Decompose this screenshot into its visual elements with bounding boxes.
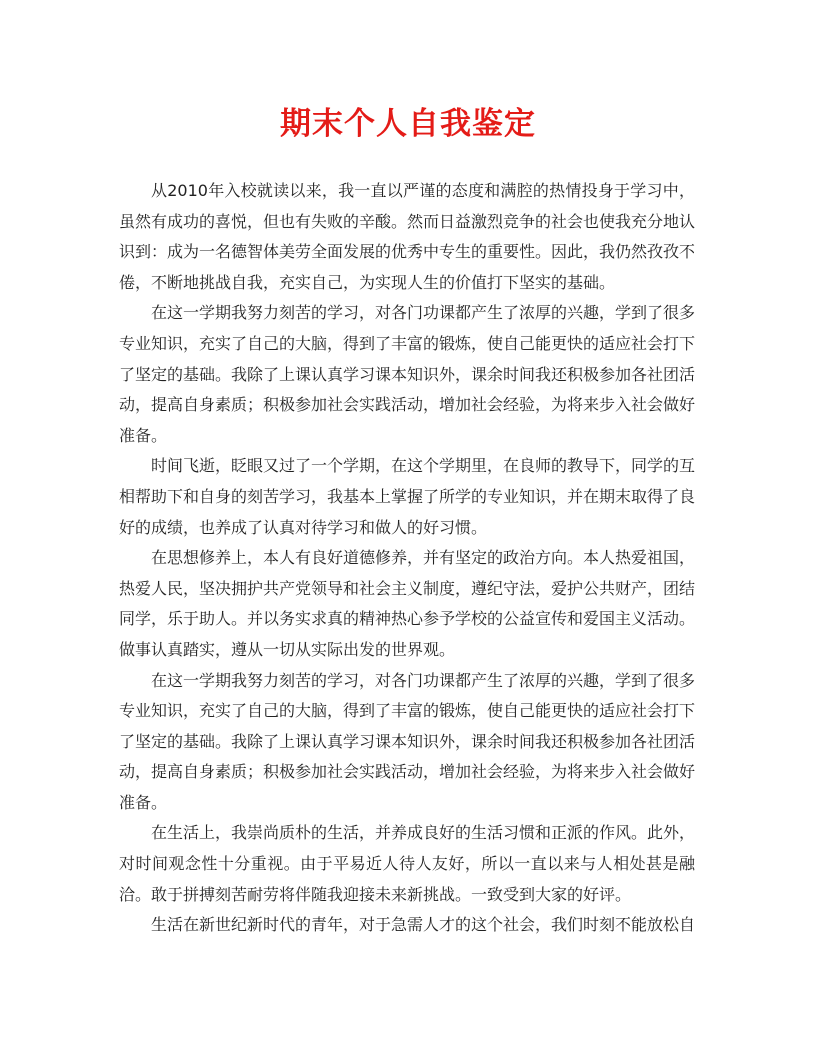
paragraph-3: 时间飞逝，眨眼又过了一个学期，在这个学期里，在良师的教导下，同学的互相帮助下和自身的刻苦学习，我基本上掌握了所学的专业知识，并在期末取得了良好的成绩，也养成了认真对待学习和做人的好习惯。	[119, 456, 696, 537]
document-body	[119, 176, 695, 941]
paragraph-4: 在思想修养上，本人有良好道德修养，并有坚定的政治方向。本人热爱祖国，热爱人民，坚决拥护共产党领导和社会主义制度，遵纪守法，爱护公共财产，团结同学，乐于助人。并以务实求真的精神热心参予学校的公益宣传和爱国主义活动。做事认真踏实，遵从一切从实际出发的世界观。	[119, 548, 696, 659]
page-title: 期末个人自我鉴定	[280, 106, 536, 142]
paragraph-6: 在生活上，我崇尚质朴的生活，并养成良好的生活习惯和正派的作风。此外，对时间观念性十分重视。由于平易近人待人友好，所以一直以来与人相处甚是融洽。敢于拼搏刻苦耐劳将伴随我迎接未来新挑战。一致受到大家的好评。	[119, 823, 696, 904]
paragraph-1: 从2010年入校就读以来，我一直以严谨的态度和满腔的热情投身于学习中，虽然有成功的喜悦，但也有失败的辛酸。然而日益激烈竞争的社会也使我充分地认识到：成为一名德智体美劳全面发展的优秀中专生的重要性。因此，我仍然孜孜不倦，不断地挑战自我，充实自己，为实现人生的价值打下坚实的基础。	[119, 181, 696, 292]
paragraph-5: 在这一学期我努力刻苦的学习，对各门功课都产生了浓厚的兴趣，学到了很多专业知识，充实了自己的大脑，得到了丰富的锻炼，使自己能更快的适应社会打下了坚定的基础。我除了上课认真学习课本知识外，课余时间我还积极参加各社团活动，提高自身素质；积极参加社会实践活动，增加社会经验，为将来步入社会做好准备。	[119, 670, 696, 812]
paragraph-7: 生活在新世纪新时代的青年，对于急需人才的这个社会，我们时刻不能放松自	[151, 915, 695, 935]
paragraph-2: 在这一学期我努力刻苦的学习，对各门功课都产生了浓厚的兴趣，学到了很多专业知识，充实了自己的大脑，得到了丰富的锻炼，使自己能更快的适应社会打下了坚定的基础。我除了上课认真学习课本知识外，课余时间我还积极参加各社团活动，提高自身素质；积极参加社会实践活动，增加社会经验，为将来步入社会做好准备。	[119, 303, 696, 445]
